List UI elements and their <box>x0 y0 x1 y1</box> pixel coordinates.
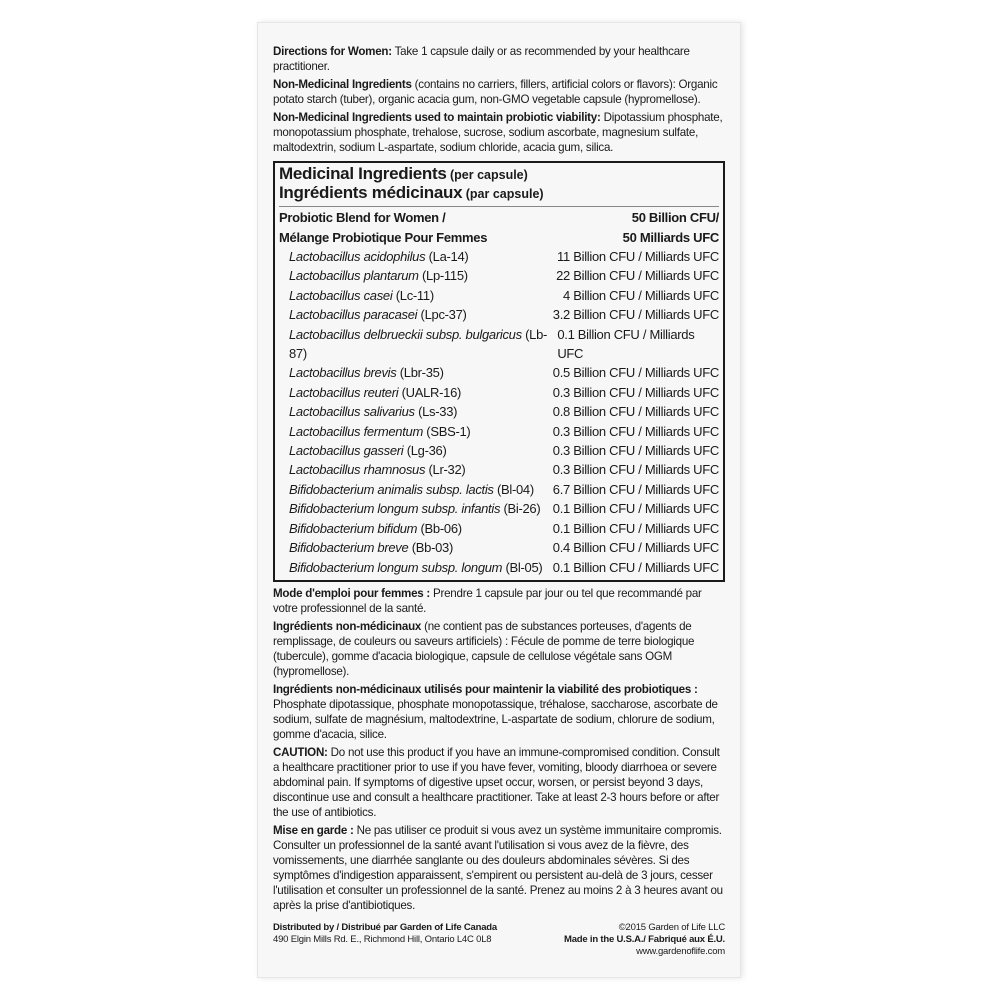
distributor-address: 490 Elgin Mills Rd. E., Richmond Hill, Ontario L4C 0L8 <box>273 934 492 945</box>
medicinal-title-en: Medicinal Ingredients (per capsule) <box>279 164 528 183</box>
ingredient-species: Bifidobacterium longum subsp. infantis <box>289 501 501 517</box>
ingredient-row <box>279 460 719 479</box>
medicinal-ingredients-box <box>273 161 725 582</box>
blend-total-en: 50 Billion CFU/ <box>631 210 719 225</box>
ingredient-amount: 0.3 Billion CFU / Milliards UFC <box>552 443 719 459</box>
ingredient-species: Bifidobacterium breve <box>289 540 409 556</box>
footer-left <box>273 922 497 958</box>
ingredient-strain: (Bi-26) <box>500 501 541 517</box>
ingredient-strain: (Bb-03) <box>408 540 453 556</box>
ingredient-strain: (Lbr-35) <box>396 365 444 381</box>
ingredient-strain: (Bb-06) <box>417 520 462 536</box>
ingredient-species: Lactobacillus rhamnosus <box>289 462 426 478</box>
ingredient-species: Lactobacillus fermentum <box>289 423 423 439</box>
ingredient-species: Bifidobacterium longum subsp. longum <box>289 559 503 575</box>
footer-right <box>564 922 725 958</box>
ingredient-amount: 0.1 Billion CFU / Milliards UFC <box>552 520 719 536</box>
ingredient-row <box>279 305 719 324</box>
ingredient-name <box>289 247 468 266</box>
ingredient-amount: 0.8 Billion CFU / Milliards UFC <box>552 404 719 420</box>
ingredient-amount: 4 Billion CFU / Milliards UFC <box>563 287 719 303</box>
ingredient-species: Lactobacillus paracasei <box>289 307 418 323</box>
blend-name-fr: Mélange Probiotique Pour Femmes <box>279 230 488 245</box>
ingredient-strain: (Lc-11) <box>392 287 434 303</box>
ingredient-amount: 0.4 Billion CFU / Milliards UFC <box>552 540 719 556</box>
ingredient-amount: 0.5 Billion CFU / Milliards UFC <box>552 365 719 381</box>
ingredient-species: Lactobacillus gasseri <box>289 443 404 459</box>
ingredient-amount: 3.2 Billion CFU / Milliards UFC <box>552 307 719 323</box>
ingredient-name <box>289 441 447 460</box>
ingredient-row <box>279 422 719 441</box>
ingredient-name <box>289 480 534 499</box>
ingredient-strain: (Bl-04) <box>493 481 534 497</box>
ingredient-species: Bifidobacterium bifidum <box>289 520 418 536</box>
ingredient-row <box>279 325 719 364</box>
directions-women: Directions for Women: Take 1 capsule daily or as recommended by your healthcare practitioner. <box>273 45 690 73</box>
box-divider <box>279 206 719 207</box>
ingredient-list <box>279 247 719 577</box>
ingredient-amount: 22 Billion CFU / Milliards UFC <box>556 268 719 284</box>
medicinal-title-fr: Ingrédients médicinaux (par capsule) <box>279 183 544 202</box>
ingredient-name <box>289 383 461 402</box>
ingredient-name <box>289 286 434 305</box>
website: www.gardenoflife.com <box>636 946 725 957</box>
ingredient-amount: 6.7 Billion CFU / Milliards UFC <box>552 481 719 497</box>
ingredient-name <box>289 460 465 479</box>
ingredient-species: Lactobacillus plantarum <box>289 268 419 284</box>
mode-emploi: Mode d'emploi pour femmes : Prendre 1 capsule par jour ou tel que recommandé par votre professionnel de la santé. <box>273 586 702 615</box>
footer <box>273 922 725 958</box>
ingredient-row <box>279 480 719 499</box>
ingredient-name <box>289 519 462 538</box>
ingredient-name <box>289 305 467 324</box>
ingredients-non-medicinaux-viabilite: Ingrédients non-médicinaux utilisés pour maintenir la viabilité des probiotiques : Phosphate dipotassique, phosphate monopotassique, tréhalose, saccharose, ascorbate de sodium, sulfate de magnésium, maltodextrine, L-aspartate de sodium, chlorure de sodium, gomme d'acacia, silice. <box>273 682 718 741</box>
made-in: Made in the U.S.A./ Fabriqué aux É.U. <box>564 934 725 945</box>
blend-name-en: Probiotic Blend for Women / <box>279 210 446 225</box>
ingredient-amount: 0.1 Billion CFU / Milliards UFC <box>552 501 719 517</box>
ingredient-amount: 0.1 Billion CFU / Milliards UFC <box>557 326 695 362</box>
ingredient-name <box>289 499 540 518</box>
ingredient-strain: (La-14) <box>425 249 469 264</box>
ingredient-species: Lactobacillus brevis <box>289 365 397 381</box>
ingredient-amount: 0.1 Billion CFU / Milliards UFC <box>552 559 719 575</box>
ingredient-name <box>289 422 470 441</box>
ingredient-strain: (Ls-33) <box>414 404 458 420</box>
ingredient-strain: (Bl-05) <box>502 559 543 575</box>
ingredient-species: Lactobacillus reuteri <box>289 384 399 400</box>
ingredient-strain: (Lr-32) <box>425 462 466 478</box>
copyright: ©2015 Garden of Life LLC <box>618 922 725 933</box>
ingredient-row <box>279 383 719 402</box>
ingredient-name <box>289 266 468 285</box>
label-content <box>273 44 725 916</box>
ingredient-strain: (Lpc-37) <box>417 307 467 323</box>
ingredient-row <box>279 519 719 538</box>
ingredient-row <box>279 363 719 382</box>
ingredient-name <box>289 538 453 557</box>
ingredient-amount: 0.3 Billion CFU / Milliards UFC <box>552 384 719 400</box>
ingredient-amount: 0.3 Billion CFU / Milliards UFC <box>552 423 719 439</box>
ingredient-strain: (Lb-87) <box>289 326 548 362</box>
caution: CAUTION: Do not use this product if you have an immune-compromised condition. Consult a healthcare practitioner prior to use if you have fever, vomiting, bloody diarrhoea or severe abdominal pain. If symptoms of digestive upset occur, worsen, or persist beyond 3 days, discontinue use and consult a healthcare practitioner. Take at least 2-3 hours before or after the use of antibiotics. <box>273 745 720 819</box>
ingredient-row <box>279 538 719 557</box>
ingredient-species: Lactobacillus delbrueckii subsp. bulgaricus <box>289 326 522 342</box>
ingredient-strain: (SBS-1) <box>423 423 471 439</box>
ingredient-row <box>279 558 719 577</box>
ingredient-name <box>289 402 457 421</box>
ingredient-strain: (Lg-36) <box>403 443 447 459</box>
ingredient-strain: (UALR-16) <box>398 384 462 400</box>
ingredient-amount: 11 Billion CFU / Milliards UFC <box>557 249 719 264</box>
ingredient-name <box>289 363 444 382</box>
ingredient-name <box>289 558 542 577</box>
ingredient-amount: 0.3 Billion CFU / Milliards UFC <box>552 462 719 478</box>
ingredient-species: Lactobacillus casei <box>289 287 393 303</box>
ingredient-species: Bifidobacterium animalis subsp. lactis <box>289 481 494 497</box>
ingredient-row <box>279 266 719 285</box>
mise-en-garde: Mise en garde : Ne pas utiliser ce produit si vous avez un système immunitaire compromis. Consulter un professionnel de la santé avant l'utilisation si vous avez de la fièvre, des vomissements, une diarrhée sanglante ou des douleurs abdominales sévères. Si des symptômes d'indigestion apparaissent, s'empirent ou persistent au-delà de 3 jours, cesser l'utilisation et consulter un professionnel de la santé. Prenez au moins 2 à 3 heures avant ou après la prise d'antibiotiques. <box>273 823 723 912</box>
ingredient-species: Lactobacillus acidophilus <box>289 249 426 264</box>
non-medicinal-probiotic-viability: Non-Medicinal Ingredients used to maintain probiotic viability: Dipotassium phosphate, monopotassium phosphate, trehalose, sucrose, sodium ascorbate, magnesium sulfate, maltodextrin, sodium L-aspartate, sodium chloride, acacia gum, silica. <box>273 111 723 154</box>
ingredient-row <box>279 499 719 518</box>
ingredient-row <box>279 286 719 305</box>
ingredient-species: Lactobacillus salivarius <box>289 404 415 420</box>
non-medicinal-ingredients: Non-Medicinal Ingredients (contains no carriers, fillers, artificial colors or flavors): Organic potato starch (tuber), organic acacia gum, non-GMO vegetable capsule (hypromellose). <box>273 78 718 106</box>
distributor: Distributed by / Distribué par Garden of Life Canada <box>273 922 497 933</box>
blend-row-en <box>279 210 719 225</box>
ingredient-row <box>279 247 719 266</box>
ingredient-row <box>279 441 719 460</box>
ingredient-strain: (Lp-115) <box>418 268 468 284</box>
blend-total-fr: 50 Milliards UFC <box>622 230 719 245</box>
blend-row-fr <box>279 230 719 245</box>
ingredient-row <box>279 402 719 421</box>
ingredients-non-medicinaux: Ingrédients non-médicinaux (ne contient pas de substances porteuses, d'agents de remplissage, de couleurs ou saveurs artificiels) : Fécule de pomme de terre biologique (tubercule), gomme d'acacia biologique, capsule de cellulose végétale sans OGM (hypromellose). <box>273 619 695 678</box>
ingredient-name <box>289 325 557 364</box>
